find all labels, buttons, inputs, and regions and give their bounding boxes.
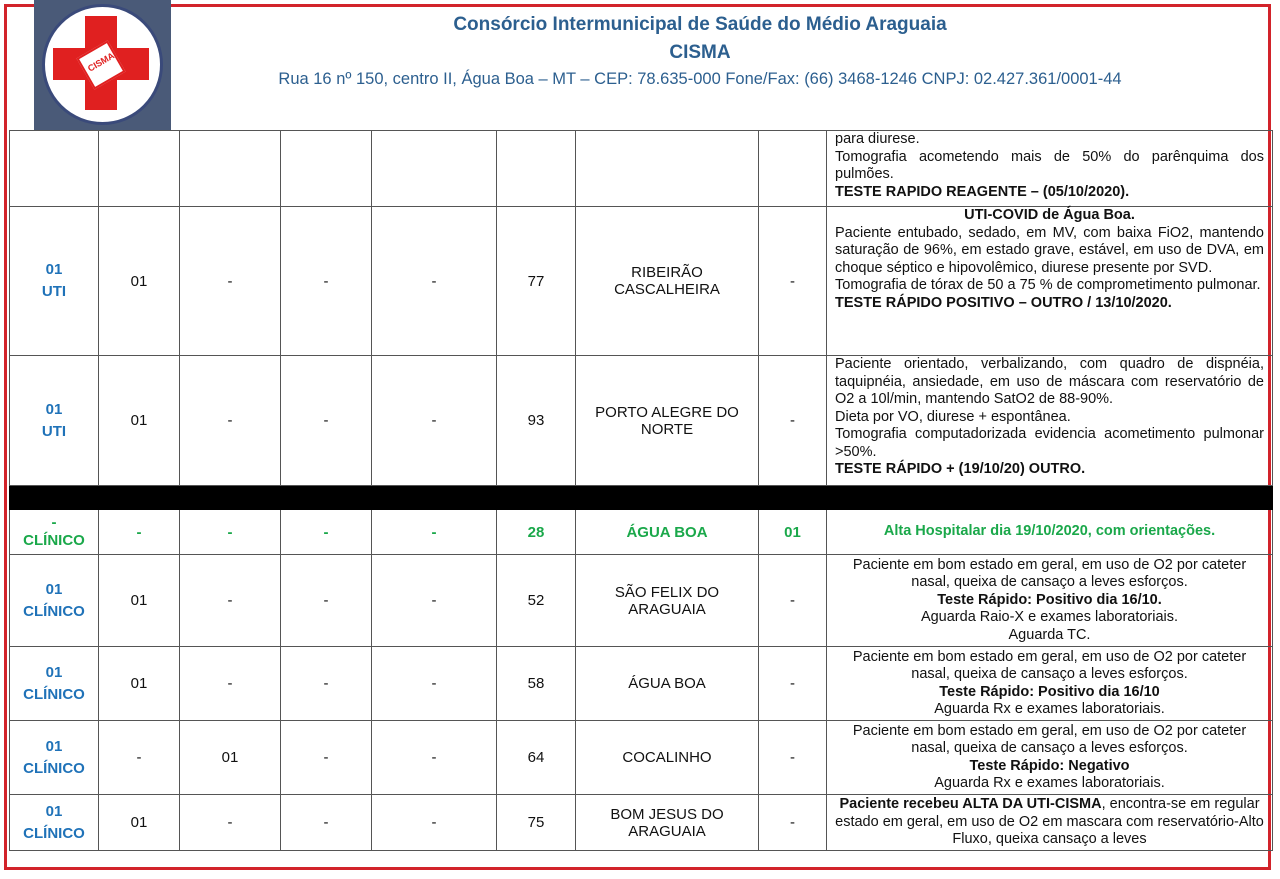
city-cell: ÁGUA BOA [576,510,759,555]
cell: - [281,721,372,795]
table-row [10,207,1273,356]
table-row [10,131,1273,207]
type-label: CLÍNICO [23,824,85,842]
cell: - [759,356,827,486]
cell: 01 [99,356,180,486]
cell: - [281,647,372,721]
age-cell: 93 [497,356,576,486]
qty-label: 01 [45,737,63,755]
cell [281,131,372,207]
cell: - [372,795,497,851]
type-label: CLÍNICO [23,685,85,703]
cell: - [180,555,281,647]
type-label: UTI [41,283,67,300]
desc-line: Aguarda Rx e exames laboratoriais. [934,701,1165,717]
city-cell: ÁGUA BOA [576,647,759,721]
logo-text: CISMA [85,50,117,74]
cell: - [372,356,497,486]
type-cell [10,510,99,555]
cell: - [99,510,180,555]
cell: - [281,555,372,647]
type-cell [10,356,99,486]
city-cell: RIBEIRÃO CASCALHEIRA [576,207,759,356]
cell: - [759,647,827,721]
desc-line: TESTE RÁPIDO POSITIVO – OUTRO / 13/10/2020. [835,294,1172,311]
cell: - [180,647,281,721]
table-row [10,647,1273,721]
desc-line: Tomografia de tórax de 50 a 75 % de comprometimento pulmonar. [835,277,1261,293]
cell: 01 [99,207,180,356]
cell: - [281,356,372,486]
cell: - [759,555,827,647]
desc-line: Aguarda Rx e exames laboratoriais. [934,775,1165,791]
cell: - [180,510,281,555]
cell: - [759,207,827,356]
desc-line: Dieta por VO, diurese + espontânea. [835,408,1071,425]
description-cell [827,555,1273,647]
desc-line: Tomografia computadorizada evidencia acometimento pulmonar >50%. [835,426,1264,460]
city-cell: COCALINHO [576,721,759,795]
cell [99,131,180,207]
cell: - [99,721,180,795]
desc-line: Paciente em bom estado em geral, em uso de O2 por cateter nasal, queixa de cansaço a leves esforços. [852,648,1247,682]
type-label: UTI [41,422,67,440]
separator-row [10,486,1273,510]
cell: 01 [99,647,180,721]
separator-bar [10,486,1273,510]
patient-table [9,130,1273,851]
cell: - [180,356,281,486]
desc-line: Aguarda TC. [1008,626,1091,643]
cell: 01 [759,510,827,555]
cell: - [372,510,497,555]
desc-line: Teste Rápido: Positivo dia 16/10. [937,591,1162,608]
qty-label: 01 [45,580,63,598]
cell: 01 [99,795,180,851]
cell: 01 [180,721,281,795]
qty-label: 01 [45,261,63,278]
cell: - [759,721,827,795]
description-cell: Alta Hospitalar dia 19/10/2020, com orientações. [827,510,1273,555]
table-row [10,555,1273,647]
type-label: CLÍNICO [23,532,85,549]
table-row [10,356,1273,486]
age-cell: 58 [497,647,576,721]
desc-line: Paciente entubado, sedado, em MV, com baixa FiO2, mantendo saturação de 96%, em estado grave, estável, em uso de DVA, em choque séptico e hipovolêmico, diurese presente por SVD. [835,224,1264,276]
description-cell [827,795,1273,851]
cell: - [372,207,497,356]
qty-label: - [51,514,57,531]
description-cell [827,207,1273,356]
desc-line: Aguarda Raio-X e exames laboratoriais. [920,609,1179,626]
cell: - [281,207,372,356]
table-row [10,795,1273,851]
description-cell [827,721,1273,795]
type-cell [10,795,99,851]
desc-line: Teste Rápido: Negativo [969,757,1130,774]
cell [759,131,827,207]
city-cell: PORTO ALEGRE DO NORTE [576,356,759,486]
desc-bold-lead: Paciente recebeu ALTA DA UTI-CISMA [839,796,1102,813]
type-cell [10,131,99,207]
desc-line: para diurese. [835,131,920,147]
desc-line: TESTE RAPIDO REAGENTE – (05/10/2020). [835,183,1130,200]
city-cell: BOM JESUS DO ARAGUAIA [576,795,759,851]
hospital-logo [34,0,171,131]
table-row [10,510,1273,555]
qty-label: 01 [45,802,63,820]
cell: - [180,795,281,851]
type-cell [10,647,99,721]
city-cell: SÃO FELIX DO ARAGUAIA [576,555,759,647]
type-cell [10,721,99,795]
city-cell [576,131,759,207]
cell: - [281,510,372,555]
header-address: Rua 16 nº 150, centro II, Água Boa – MT – CEP: 78.635-000 Fone/Fax: (66) 3468-1246 CNPJ: 02.427.361/0001-44 [278,70,1122,88]
qty-label: 01 [45,663,63,681]
desc-line: Tomografia acometendo mais de 50% do parênquima dos pulmões. [835,148,1264,182]
desc-line: TESTE RÁPIDO + (19/10/20) OUTRO. [835,461,1086,477]
age-cell: 64 [497,721,576,795]
description-cell [827,131,1273,207]
type-cell [10,207,99,356]
cell: - [281,795,372,851]
age-cell: 75 [497,795,576,851]
description-cell [827,356,1273,486]
age-cell: 28 [497,510,576,555]
description-cell [827,647,1273,721]
type-cell [10,555,99,647]
cell: - [372,555,497,647]
desc-line: Paciente em bom estado em geral, em uso de O2 por cateter nasal, queixa de cansaço a leves esforços. [852,556,1247,591]
cell [180,131,281,207]
cell: - [372,721,497,795]
cell: - [372,647,497,721]
age-cell [497,131,576,207]
cell [372,131,497,207]
table-row [10,721,1273,795]
type-label: CLÍNICO [23,759,85,777]
cell: - [759,795,827,851]
desc-line: Teste Rápido: Positivo dia 16/10 [939,683,1160,700]
cell: - [180,207,281,356]
desc-line: Paciente em bom estado em geral, em uso de O2 por cateter nasal, queixa de cansaço a leves esforços. [852,722,1247,756]
age-cell: 77 [497,207,576,356]
desc-rest: , encontra-se em regular estado em geral, em uso de O2 em mascara com reservatório-Alto Fluxo, queixa cansaço a leves [835,796,1264,848]
desc-line: Paciente orientado, verbalizando, com quadro de dispnéia, taquipnéia, ansiedade, em uso de máscara com reservatório de O2 a 10l/min, mantendo SatO2 de 88-90%. [835,356,1264,407]
cell: 01 [99,555,180,647]
header-subtitle: CISMA [669,42,731,63]
desc-title: UTI-COVID de Água Boa. [964,207,1135,223]
qty-label: 01 [45,400,63,418]
age-cell: 52 [497,555,576,647]
header-title: Consórcio Intermunicipal de Saúde do Médio Araguaia [453,14,947,35]
type-label: CLÍNICO [23,602,85,620]
